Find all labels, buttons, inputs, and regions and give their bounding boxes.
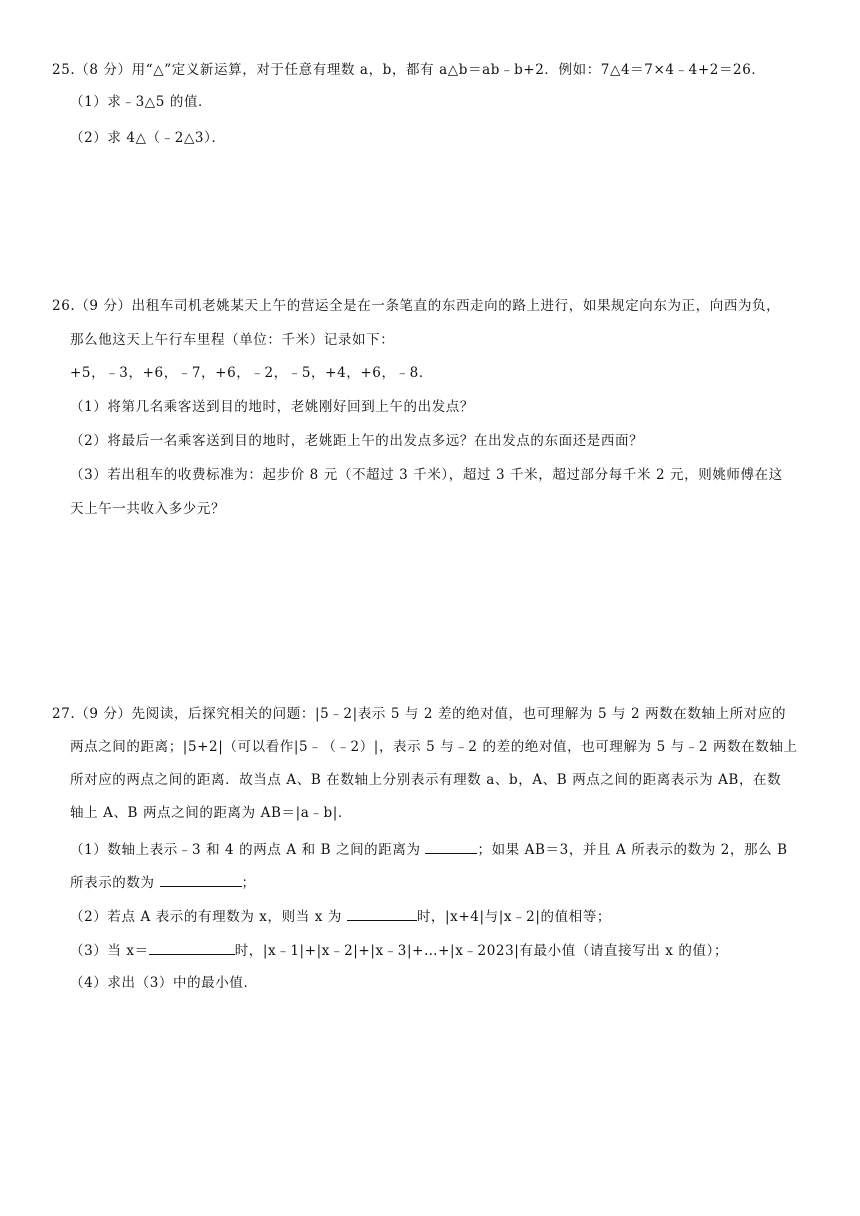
q27-part1-cont-text-post: ； xyxy=(241,875,256,891)
q27-part3 xyxy=(70,940,728,960)
q27-part3-text-post: 时，|x﹣1|+|x﹣2|+|x﹣3|+…+|x﹣2023|有最小值（请直接写出 x 的值）； xyxy=(234,943,729,959)
q26-part2: （2）将最后一名乘客送到目的地时，老姚距上午的出发点多远？在出发点的东面还是西面？ xyxy=(70,433,644,449)
q26-part3: （3）若出租车的收费标准为：起步价 8 元（不超过 3 千米），超过 3 千米，超过部分每千米 2 元，则姚师傅在这 xyxy=(70,467,783,483)
answer-blank-2[interactable] xyxy=(160,872,242,887)
q25-part1: （1）求﹣3△5 的值． xyxy=(70,94,213,110)
q25-stem: 25.（8 分）用“△”定义新运算，对于任意有理数 a，b，都有 a△b＝ab﹣b+2．例如：7△4＝7×4﹣4+2＝26． xyxy=(52,62,766,78)
q27-part1-cont-text-pre: 所表示的数为 xyxy=(70,875,160,891)
q27-part3-text-pre: （3）当 x＝ xyxy=(70,943,149,959)
q27-part4: （4）求出（3）中的最小值． xyxy=(70,975,258,991)
q25-part2: （2）求 4△（﹣2△3）． xyxy=(70,130,226,146)
q27-part1-text-pre: （1）数轴上表示﹣3 和 4 的两点 A 和 B 之间的距离为 xyxy=(70,842,426,858)
q26-mileage-data: +5，﹣3，+6，﹣7，+6，﹣2，﹣5，+4，+6，﹣8． xyxy=(70,365,433,381)
q27-stem-cont-2: 所对应的两点之间的距离．故当点 A、B 在数轴上分别表示有理数 a、b，A、B 两点之间的距离表示为 AB，在数 xyxy=(70,772,782,788)
answer-blank-3[interactable] xyxy=(347,906,417,921)
q27-part1-text-post: ；如果 AB＝3，并且 A 所表示的数为 2，那么 B xyxy=(477,842,788,858)
q27-part2-text-pre: （2）若点 A 表示的有理数为 x，则当 x 为 xyxy=(70,909,347,925)
q27-part1-cont xyxy=(70,872,256,892)
q27-stem-cont-3: 轴上 A、B 两点之间的距离为 AB＝|a﹣b|． xyxy=(70,805,353,821)
q26-stem: 26.（9 分）出租车司机老姚某天上午的营运全是在一条笔直的东西走向的路上进行，如果规定向东为正，向西为负， xyxy=(52,298,781,314)
q26-part1: （1）将第几名乘客送到目的地时，老姚刚好回到上午的出发点？ xyxy=(70,399,474,415)
q27-part2 xyxy=(70,906,611,926)
q26-stem-cont: 那么他这天上午行车里程（单位：千米）记录如下： xyxy=(70,332,395,348)
q27-stem-cont-1: 两点之间的距离；|5+2|（可以看作|5﹣（﹣2）|，表示 5 与﹣2 的差的绝对值，也可理解为 5 与﹣2 两数在数轴上 xyxy=(70,739,798,755)
q27-part2-text-post: 时，|x+4|与|x﹣2|的值相等； xyxy=(416,909,612,925)
q27-part1 xyxy=(70,839,788,859)
answer-blank-1[interactable] xyxy=(425,839,477,854)
q27-stem: 27.（9 分）先阅读，后探究相关的问题：|5﹣2|表示 5 与 2 差的绝对值，也可理解为 5 与 2 两数在数轴上所对应的 xyxy=(52,706,787,722)
answer-blank-4[interactable] xyxy=(149,940,235,955)
q26-part3-cont: 天上午一共收入多少元？ xyxy=(70,501,226,517)
